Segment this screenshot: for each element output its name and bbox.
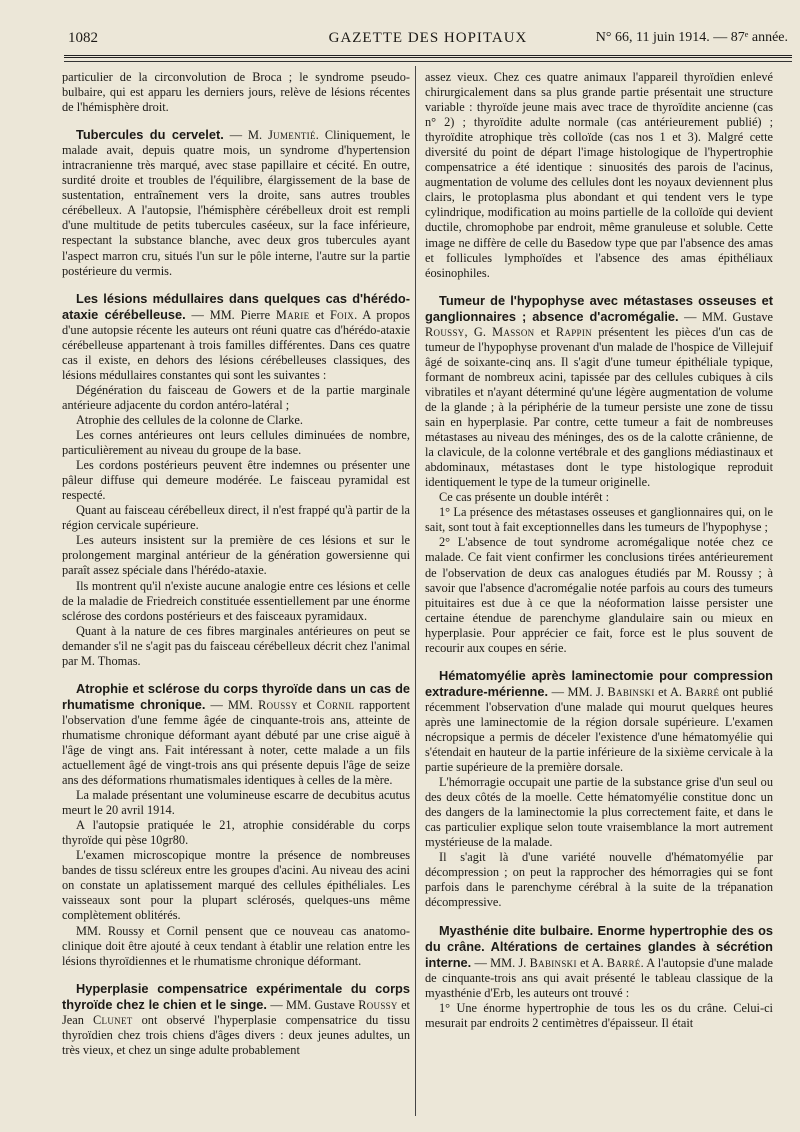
article-hematomyelie: Hématomyélie après laminectomie pour compression extradure-mérienne. — MM. J. Babinski et A. Barré ont publié récemment l'observation d'une malade qui mourut quelques heures après une laminectomie de la région dorsale supérieure. L'examen nécropsique a permis de déceler l'existence d'une hématomyélie qui s'étendait en hauteur de la partie inférieure de la sixième cervicale à la partie supérieure de la première dorsale. L'hémorragie occupait une partie de la substance grise d'un seul ou des deux côtés de la moelle. Cette hématomyélie constitue donc un des dangers de la laminectomie la plus correctement faite, et dans le cas particulier explique selon toute vraisemblance la mort autrement mystérieuse de la malade. Il s'agit là d'une variété nouvelle d'hématomyélie par décompression ; on peut la rapprocher des hémorragies qui se font parfois dans le parenchyme cérébral à la suite de la trépanation décompressive.: [425, 667, 773, 910]
paragraph: Il s'agit là d'une variété nouvelle d'hématomyélie par décompression ; on peut la rapprocher des hémorragies qui se font parfois dans le parenchyme cérébral à la suite de la trépanation décompressive.: [425, 850, 773, 910]
author-name: Roussy: [358, 997, 398, 1012]
author-name: Rappin: [555, 324, 592, 339]
left-column: [62, 70, 410, 1058]
paragraph: La malade présentant une volumineuse escarre de decubitus acutus meurt le 20 avril 1914.: [62, 788, 410, 818]
paragraph: 1° La présence des métastases osseuses et ganglionnaires qui, on le sait, sont tout à fait exceptionnelles dans les tumeurs de l'hypophyse ;: [425, 505, 773, 535]
author-name: Barré: [685, 684, 720, 699]
author-name: Masson: [492, 324, 535, 339]
journal-title: GAZETTE DES HOPITAUX: [328, 30, 528, 46]
paragraph: Les cordons postérieurs peuvent être indemnes ou présenter une pâleur diffuse qui demeure modérée. Le faisceau pyramidal est respecté.: [62, 458, 410, 503]
page-number: 1082: [68, 30, 98, 46]
paragraph: MM. Roussy et Cornil pensent que ce nouveau cas anatomo-clinique doit être ajouté à ceux tendant à établir une relation entre les lésions thyroïdiennes et le rhumatisme chronique déformant.: [62, 923, 410, 968]
article-title: Myasthénie dite bulbaire. Enorme hypertrophie des os du crâne. Altérations de certaines glandes à sécrétion interne.: [425, 922, 773, 970]
issue-line: N° 66, 11 juin 1914. — 87ᵉ année.: [595, 30, 788, 45]
paragraph: Ce cas présente un double intérêt :: [439, 490, 610, 505]
paragraph: L'examen microscopique montre la présence de nombreuses bandes de tissu scléreux entre les groupes d'acini. Au niveau des acini on constate un aplatissement marqué des cellules épithéliales. Les vaisseaux sont pour la plupart sclérosés, quelques-uns même complètement oblitérés.: [62, 848, 410, 923]
column-divider: [415, 66, 416, 1116]
article-myasthenie: Myasthénie dite bulbaire. Enorme hypertrophie des os du crâne. Altérations de certaines glandes à sécrétion interne. — MM. J. Babinski et A. Barré. A l'autopsie d'une malade de cinquante-trois ans qui avait présenté le tableau classique de la myasthénie d'Erb, les auteurs ont trouvé : 1° Une énorme hypertrophie de tous les os du crâne. Celui-ci mesurait par endroits 2 centimètres d'épaisseur. Il était: [425, 922, 773, 1030]
article-heredo-ataxie: Les lésions médullaires dans quelques cas d'hérédo-ataxie cérébelleuse. — MM. Pierre Marie et Foix. A propos d'une autopsie récente les auteurs ont réuni quatre cas d'hérédo-ataxie cérébelleuse appartenant à trois familles différentes. Dans ces quatre cas il existe, en dehors des lésions cérébelleuses classiques, des lésions médullaires constantes qui sont les suivantes : Dégénération du faisceau de Gowers et de la partie marginale antérieure adjacente du cordon antéro-latéral ; Atrophie des cellules de la colonne de Clarke. Les cornes antérieures ont leurs cellules diminuées de nombre, particulièrement au niveau du groupe de la base. Les cordons postérieurs peuvent être indemnes ou présenter une pâleur diffuse qui demeure modérée. Le faisceau pyramidal est respecté. Quant au faisceau cérébelleux direct, il n'est frappé qu'à partir de la région cervicale supérieure. Les auteurs insistent sur la première de ces lésions et sur le prolongement marginal antérieur de la génération gowersienne qui paraît assez spéciale dans l'hérédo-ataxie. Ils montrent qu'il n'existe aucune analogie entre ces lésions et celle de la maladie de Friedreich constituée essentiellement par une énorme sclérose des cordons postérieurs et des faisceaux pyramidaux. Quant à la nature de ces fibres marginales antérieures on peut se demander s'il ne s'agit pas du faisceau cérébelleux décrit chez l'animal par M. Thomas.: [62, 290, 410, 668]
page-header: [68, 30, 788, 52]
continued-paragraph: particulier de la circonvolution de Broca ; le syndrome pseudo-bulbaire, qui est apparu les derniers jours, relève de lésions récentes de l'hémisphère droit.: [62, 70, 410, 115]
article-atrophie-thyroide: Atrophie et sclérose du corps thyroïde dans un cas de rhumatisme chronique. — MM. Roussy et Cornil rapportent l'observation d'une femme âgée de cinquante-trois ans, atteinte de rhumatisme chronique déformant ayant débuté par une crise aiguë à l'âge de vingt ans. Fait intéressant à noter, cette malade a un fils actuellement âgé de vingt-trois ans qui présente depuis l'âge de seize ans des déformations rhumatismales identiques à celles de la mère. La malade présentant une volumineuse escarre de decubitus acutus meurt le 20 avril 1914. A l'autopsie pratiquée le 21, atrophie considérable du corps thyroïde qui pèse 10gr80. L'examen microscopique montre la présence de nombreuses bandes de tissu scléreux entre les groupes d'acini. Au niveau des acini on constate un aplatissement marqué des cellules épithéliales. Les vaisseaux sont pour la plupart sclérosés, quelques-uns même complètement oblitérés. MM. Roussy et Cornil pensent que ce nouveau cas anatomo-clinique doit être ajouté à ceux tendant à établir une relation entre les lésions thyroïdiennes et le rhumatisme chronique déformant.: [62, 680, 410, 968]
author-name: Jumentié: [268, 128, 316, 143]
article-title: Hyperplasie compensatrice expérimentale du corps thyroïde chez le chien et le singe.: [62, 980, 410, 1012]
article-body: présentent les pièces d'un cas de tumeur de l'hypophyse provenant d'un malade de l'hospice de Villejuif âgé de soixante-cinq ans. Il s'agit d'une tumeur épithéliale typique, formant de nombreux acini, tapissée par des cellules cubiques à cils vibratiles et n'ayant déterminé qu'une légère augmentation de volume de la glande ; à la périphérie de la tumeur persiste une zone de tissu sain en hyperplasie. Par contre, cette tumeur a fait de nombreuses métastases au niveau des méninges, des os de la calotte crânienne, de la clavicule, de la colonne vertébrale et des ganglions médiastinaux et abdominaux, métastases dont le type histologique reproduit identiquement le type de la tumeur originelle.: [425, 324, 773, 490]
article-body: . Cliniquement, le malade avait, depuis quatre mois, un syndrome d'hypertension intracranienne très marqué, avec stase papillaire et cécité. En outre, surdité droite et troubles de l'équilibre, élargissement de la base de sustentation, entraînement vers la droite, sans autres troubles cérébelleux. A l'autopsie, l'hémisphère cérébelleux droit est rempli d'une multitude de petits tubercules caséeux, sur la face inférieure, respectant la substance blanche, avec deux gros tubercules ayant l'aspect marron cru, situés l'un sur le pôle interne, l'autre sur la partie postérieure du vermis.: [62, 128, 410, 278]
paragraph: 1° Une énorme hypertrophie de tous les os du crâne. Celui-ci mesurait par endroits 2 centimètres d'épaisseur. Il était: [425, 1000, 773, 1030]
right-column: [425, 70, 773, 1031]
article-body: rapportent l'observation d'une femme âgée de cinquante-trois ans, atteinte de rhumatisme chronique déformant ayant débuté par une crise aiguë à l'âge de vingt ans. Fait intéressant à noter, cette malade a un fils actuellement âgé de vingt-trois ans qui présente depuis l'âge de seize ans des déformations rhumatismales identiques à celles de la mère.: [62, 697, 410, 788]
article-title: Atrophie et sclérose du corps thyroïde dans un cas de rhumatisme chronique.: [62, 680, 410, 712]
author-name: Foix: [330, 307, 355, 322]
continued-paragraph: assez vieux. Chez ces quatre animaux l'appareil thyroïdien enlevé chirurgicalement dans sa plus grande partie présentait une structure variable : thyroïde jeune mais avec trace de thyroïdite ancienne (cas n° 2) ; thyroïdite adulte normale (cas antérieurement publié) ; thyroïdite atrophique très colloïde (cas nos 1 et 3). Malgré cette diversité du point de départ l'image histologique de l'hypertrophie compensatrice a été identique : sinuosités des parois de l'acinus, augmentation de volume des cellules dont les noyaux deviennent plus clairs, le protoplasma plus abondant et qui tendent vers le type cylindrique, modification au moins partielle de la colloïde qui devient ductile, chromophobe par endroit, même granuleuse et soluble. Cette image ne diffère de celle du Basedow type que par l'absence des amas et follicules lymphoïdes et l'absence des amas épithéliaux éosinophiles.: [425, 70, 773, 280]
article-body: . A l'autopsie d'une malade de cinquante-trois ans qui avait présenté le tableau classique de la myasthénie d'Erb, les auteurs ont trouvé :: [425, 955, 773, 1000]
author-name: Barré: [606, 955, 641, 970]
author-name: Roussy: [425, 324, 465, 339]
author-name: Clunet: [93, 1012, 133, 1027]
paragraph: Quant au faisceau cérébelleux direct, il n'est frappé qu'à partir de la région cervicale supérieure.: [62, 503, 410, 533]
paragraph: Dégénération du faisceau de Gowers et de la partie marginale antérieure adjacente du cordon antéro-latéral ;: [62, 382, 410, 412]
article-body: . A propos d'une autopsie récente les auteurs ont réuni quatre cas d'hérédo-ataxie cérébelleuse appartenant à trois familles différentes. Dans ces quatre cas il existe, en dehors des lésions cérébelleuses classiques, des lésions médullaires constantes qui sont les suivantes :: [62, 307, 410, 382]
paragraph: L'hémorragie occupait une partie de la substance grise d'un seul ou des deux côtés de la moelle. Cette hématomyélie constitue donc un des dangers de la laminectomie la plus correctement faite, et dans le cas particulier explique selon toute vraisemblance la mort autrement mystérieuse de la malade.: [425, 775, 773, 850]
paragraph: Les cornes antérieures ont leurs cellules diminuées de nombre, particulièrement au niveau du groupe de la base.: [62, 428, 410, 458]
author-name: Roussy: [258, 697, 298, 712]
author-name: Babinski: [529, 955, 577, 970]
article-title: Les lésions médullaires dans quelques cas d'hérédo-ataxie cérébelleuse.: [62, 290, 410, 322]
paragraph: Atrophie des cellules de la colonne de Clarke.: [76, 412, 303, 427]
article-body: ont observé l'hyperplasie compensatrice du tissu thyroïdien chez trois chiens d'âges divers : deux jeunes adultes, un très vieux, et chez un singe adulte probablement: [62, 1012, 410, 1057]
article-title: Hématomyélie après laminectomie pour compression extradure-mérienne.: [425, 667, 773, 699]
paragraph: A l'autopsie pratiquée le 21, atrophie considérable du corps thyroïde qui pèse 10gr80.: [62, 818, 410, 848]
paragraph: 2° L'absence de tout syndrome acromégalique notée chez ce malade. Ce fait vient confirmer les conclusions tirées antérieurement de l'observation de deux cas analogues étudiés par M. Roussy ; à savoir que l'absence d'acromégalie notée parfois au cours des tumeurs pituitaires est due à ce que la néoformation laisse persister une certaine étendue de parenchyme glandulaire sain ou mieux en hyperplasie. Pour apprécier ce fait, force est le plus souvent de recourir aux coupes en série.: [425, 535, 773, 655]
article-title: Tumeur de l'hypophyse avec métastases osseuses et ganglionnaires ; absence d'acromégalie.: [425, 292, 773, 324]
article-body: ont publié récemment l'observation d'une malade qui mourut quelques heures après une laminectomie de la région dorsale supérieure. L'examen nécropsique a permis de déceler l'existence d'une hématomyélie qui s'étendait en hauteur de la partie inférieure de la sixième cervicale à la partie supérieure de la première dorsale.: [425, 684, 773, 775]
paragraph: Ils montrent qu'il n'existe aucune analogie entre ces lésions et celle de la maladie de Friedreich constituée essentiellement par une énorme sclérose des cordons postérieurs et des faisceaux pyramidaux.: [62, 578, 410, 623]
author-name: Babinski: [607, 684, 655, 699]
article-tumeur-hypophyse: Tumeur de l'hypophyse avec métastases osseuses et ganglionnaires ; absence d'acromégalie. — MM. Gustave Roussy, G. Masson et Rappin présentent les pièces d'un cas de tumeur de l'hypophyse provenant d'un malade de l'hospice de Villejuif âgé de soixante-cinq ans. Il s'agit d'une tumeur épithéliale typique, formant de nombreux acini, tapissée par des cellules cubiques à cils vibratiles et n'ayant déterminé qu'une légère augmentation de volume de la glande ; à la périphérie de la tumeur persiste une zone de tissu sain en hyperplasie. Par contre, cette tumeur a fait de nombreuses métastases au niveau des méninges, des os de la calotte crânienne, de la clavicule, de la colonne vertébrale et des ganglions médiastinaux et abdominaux, métastases dont le type histologique reproduit identiquement le type de la tumeur originelle. Ce cas présente un double intérêt : 1° La présence des métastases osseuses et ganglionnaires qui, on le sait, sont tout à fait exceptionnelles dans les tumeurs de l'hypophyse ; 2° L'absence de tout syndrome acromégalique notée chez ce malade. Ce fait vient confirmer les conclusions tirées antérieurement de l'observation de deux cas analogues étudiés par M. Roussy ; à savoir que l'absence d'acromégalie notée parfois au cours des tumeurs pituitaires est due à ce que la néoformation laisse persister une certaine étendue de parenchyme glandulaire sain ou mieux en hyperplasie. Pour apprécier ce fait, force est le plus souvent de recourir aux coupes en série.: [425, 292, 774, 655]
article-title: Tubercules du cervelet.: [76, 127, 224, 143]
paragraph: Quant à la nature de ces fibres marginales antérieures on peut se demander s'il ne s'agit pas du faisceau cérébelleux décrit chez l'animal par M. Thomas.: [62, 623, 410, 668]
author-name: Marie: [275, 307, 310, 322]
paragraph: Les auteurs insistent sur la première de ces lésions et sur le prolongement marginal antérieur de la génération gowersienne qui paraît assez spéciale dans l'hérédo-ataxie.: [62, 533, 410, 578]
article-hyperplasie-compensatrice: Hyperplasie compensatrice expérimentale du corps thyroïde chez le chien et le singe. — MM. Gustave Roussy et Jean Clunet ont observé l'hyperplasie compensatrice du tissu thyroïdien chez trois chiens d'âges divers : deux jeunes adultes, un très vieux, et chez un singe adulte probablement: [62, 980, 410, 1057]
header-rule: [64, 55, 792, 58]
author-name: Cornil: [316, 697, 355, 712]
header-rule-thin: [64, 61, 792, 62]
article-tubercules-cervelet: Tubercules du cervelet. — M. Jumentié. Cliniquement, le malade avait, depuis quatre mois, un syndrome d'hypertension intracranienne très marqué, avec stase papillaire et cécité. En outre, surdité droite et troubles de l'équilibre, élargissement de la base de sustentation, entraînement vers la droite, sans autres troubles cérébelleux. A l'autopsie, l'hémisphère cérébelleux droit est rempli d'une multitude de petits tubercules caséeux, sur la face inférieure, respectant la substance blanche, avec deux gros tubercules ayant l'aspect marron cru, situés l'un sur le pôle interne, l'autre sur la partie postérieure du vermis.: [62, 127, 410, 278]
